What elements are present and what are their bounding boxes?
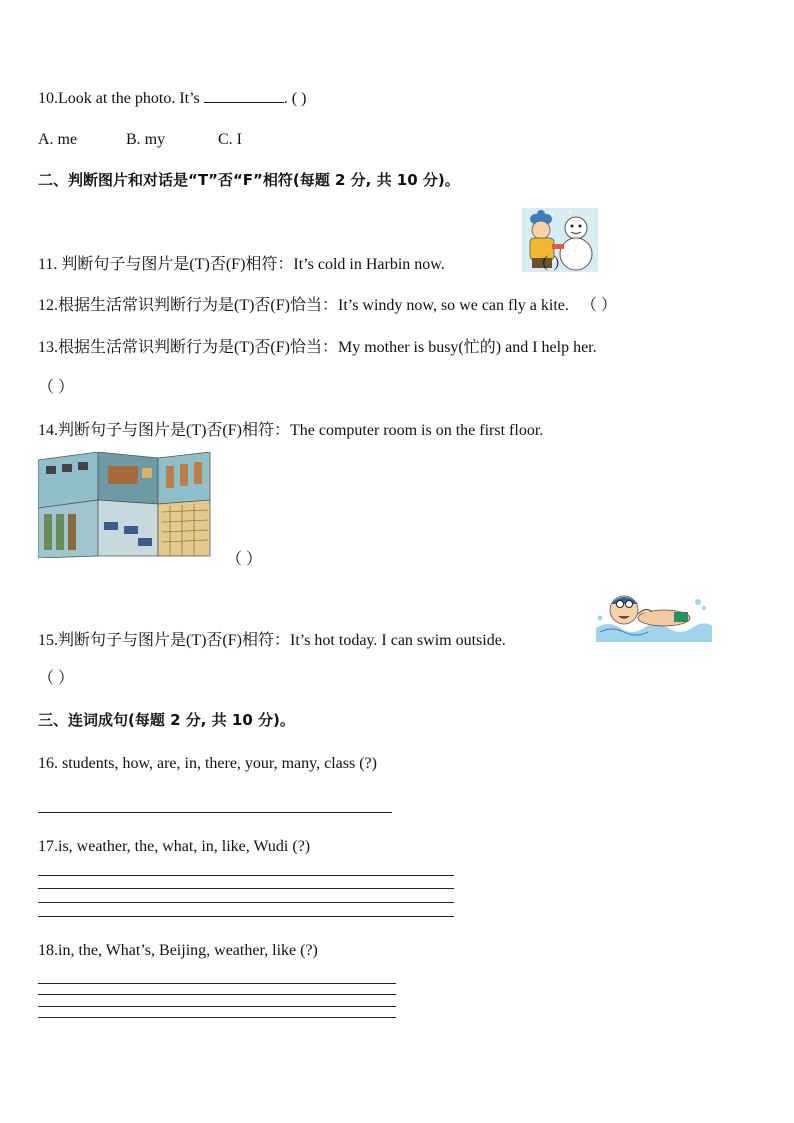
answer-paren[interactable]: （ ） [532,256,569,273]
question-18: 18.in, the, What’s, Beijing, weather, like (?) [38,942,318,959]
answer-paren[interactable]: （ ） [226,551,263,568]
answer-line[interactable] [38,916,454,917]
answer-paren[interactable]: （ ） [38,379,75,396]
section-2-heading: 二、判断图片和对话是“T”否“F”相符(每题 2 分, 共 10 分)。 [38,171,460,189]
question-15 [38,631,506,651]
option-c[interactable]: C. I [218,131,242,148]
school-building-picture [38,452,212,558]
answer-line[interactable] [38,902,454,903]
question-10-options [38,130,242,150]
question-14 [38,421,543,441]
question-11 [38,255,569,275]
answer-line[interactable] [38,983,396,984]
option-a[interactable]: A. me [38,131,78,148]
answer-line[interactable] [38,812,392,813]
answer-paren[interactable]: （ ） [38,670,75,687]
option-b[interactable]: B. my [126,131,166,148]
question-11-text: 11. 判断句子与图片是(T)否(F)相符：It’s cold in Harbin now. [38,256,445,273]
question-10-text: 10.Look at the photo. It’s [38,90,204,107]
answer-line[interactable] [38,888,454,889]
answer-line[interactable] [38,994,396,995]
answer-line[interactable] [38,1006,396,1007]
question-13-text: 13.根据生活常识判断行为是(T)否(F)恰当：My mother is busy(忙的) and I help her. [38,339,597,356]
answer-line[interactable] [38,875,454,876]
question-12-text: 12.根据生活常识判断行为是(T)否(F)恰当：It’s windy now, so we can fly a kite. [38,297,569,314]
question-12 [38,296,617,316]
question-16: 16. students, how, are, in, there, your, many, class (?) [38,755,377,772]
swimmer-picture [594,584,712,642]
question-17: 17.is, weather, the, what, in, like, Wudi (?) [38,838,311,855]
answer-line[interactable] [38,1017,396,1018]
section-3-heading: 三、连词成句(每题 2 分, 共 10 分)。 [38,711,295,729]
answer-blank[interactable] [204,88,284,103]
question-14-text: 14.判断句子与图片是(T)否(F)相符：The computer room is on the first floor. [38,422,544,439]
question-13 [38,338,597,358]
question-15-text: 15.判断句子与图片是(T)否(F)相符：It’s hot today. I can swim outside. [38,632,506,649]
question-10 [38,88,306,109]
answer-paren[interactable]: （ ） [580,297,617,314]
question-10-end: . ( ) [283,90,307,107]
